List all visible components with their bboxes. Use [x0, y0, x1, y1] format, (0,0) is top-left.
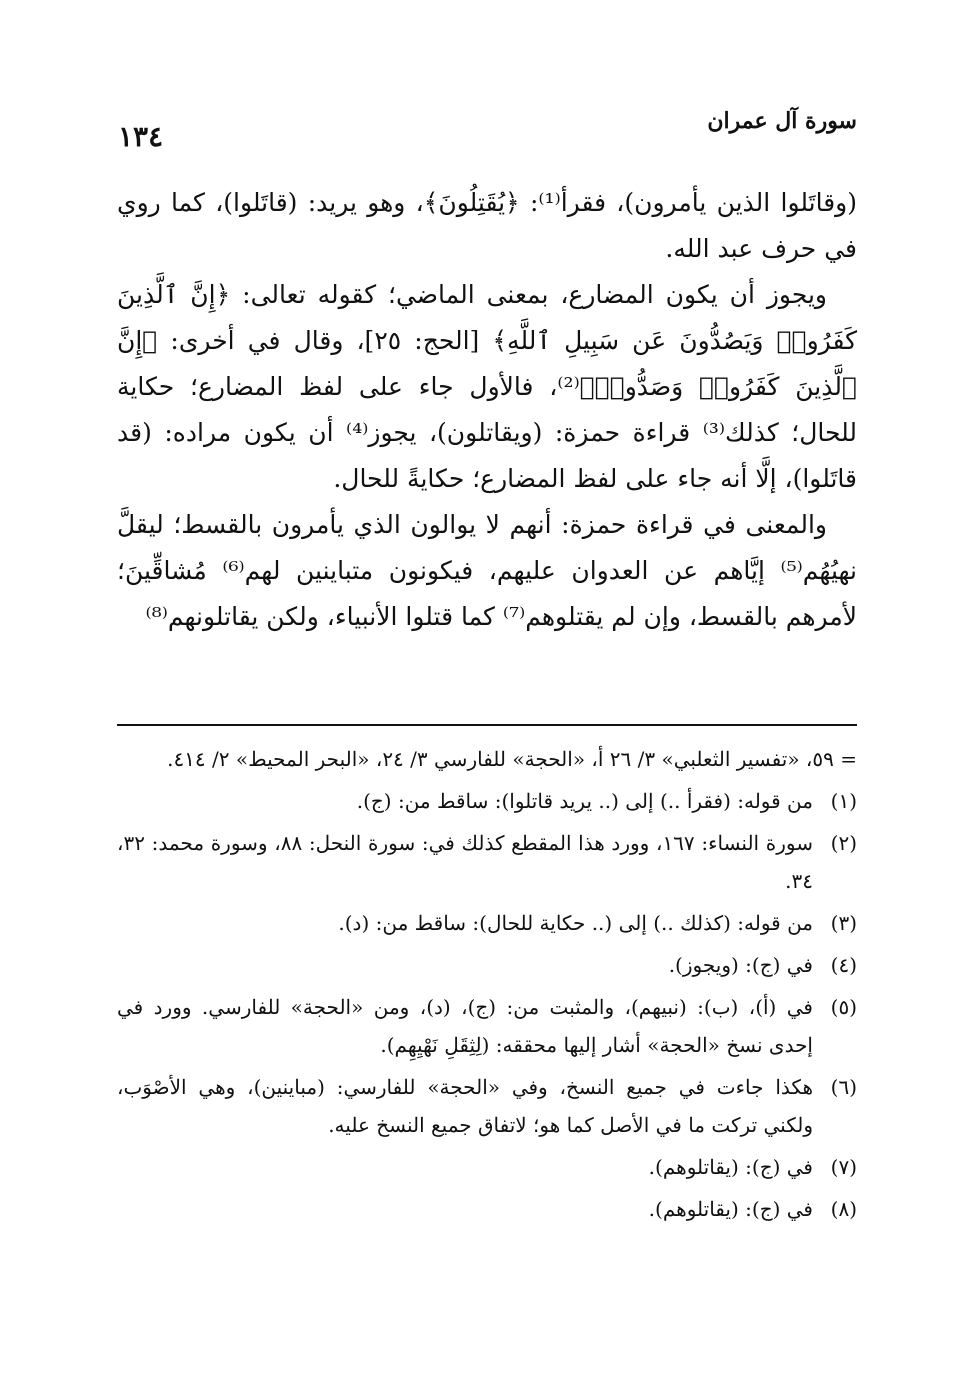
footnote-number: (٤) — [830, 953, 857, 977]
footnote-text: في (ج): (ويجوز). — [668, 953, 813, 977]
main-text — [117, 180, 857, 640]
footnote-text: من قوله: (كذلك ..) إلى (.. حكاية للحال): ساقط من: (د). — [338, 911, 813, 935]
footnote-text: في (ج): (يقاتلوهم). — [648, 1155, 813, 1179]
footnote-text: من قوله: (فقرأ ..) إلى (.. يريد قاتلوا): ساقط من: (ج). — [356, 789, 813, 813]
footnotes — [117, 740, 857, 1232]
paragraph: ويجوز أن يكون المضارع، بمعنى الماضي؛ كقوله تعالى: ﴿إِنَّ ٱلَّذِينَ كَفَرُوا۟ وَيَصُدُّونَ عَن سَبِيلِ ٱللَّهِ﴾ [الحج: ٢٥]، وقال في أخرى: ﴿إِنَّ ٱلَّذِينَ كَفَرُوا۟ وَصَدُّوا۟﴾⁽²⁾، فالأول جاء على لفظ المضارع؛ حكاية للحال؛ كذلك⁽³⁾ قراءة حمزة: (ويقاتلون)، يجوز⁽⁴⁾ أن يكون مراده: (قد قاتَلوا)، إلَّا أنه جاء على لفظ المضارع؛ حكايةً للحال. — [117, 280, 858, 493]
page-number: ١٣٤ — [118, 120, 164, 153]
footnote-item — [117, 904, 857, 942]
footnote-item — [117, 946, 857, 984]
footnote-number: (٣) — [830, 911, 857, 935]
footnote-item — [117, 1068, 857, 1144]
footnote-text: سورة النساء: ١٦٧، وورد هذا المقطع كذلك في: سورة النحل: ٨٨، وسورة محمد: ٣٢، ٣٤. — [117, 831, 813, 893]
footnote-divider — [117, 724, 857, 726]
footnote-number: (٨) — [830, 1197, 857, 1221]
footnote-item — [117, 988, 857, 1064]
footnote-continuation: = ٥٩، «تفسير الثعلبي» ٣/ ٢٦ أ، «الحجة» للفارسي ٣/ ٢٤، «البحر المحيط» ٢/ ٤١٤. — [167, 747, 857, 771]
footnote-item — [117, 824, 857, 900]
footnote-number: (٢) — [830, 831, 857, 855]
footnote-item — [117, 782, 857, 820]
footnote-text: في (أ)، (ب): (نبيهم)، والمثبت من: (ج)، (د)، ومن «الحجة» للفارسي. وورد في إحدى نسخ «الحجة» أشار إليها محققه: (لِثِقَلِ نَهْيِهِم). — [117, 995, 813, 1057]
footnote-number: (٦) — [830, 1075, 857, 1099]
footnote-number: (١) — [830, 789, 857, 813]
footnote-text: في (ج): (يقاتلوهم). — [648, 1197, 813, 1221]
paragraph: (وقاتَلوا الذين يأمرون)، فقرأ⁽¹⁾: ﴿يُقَتِلُونَ﴾، وهو يريد: (قاتَلوا)، كما روي في حرف عبد الله. — [117, 188, 857, 263]
surah-title: سورة آل عمران — [707, 108, 857, 134]
footnote-number: (٥) — [830, 995, 857, 1019]
footnote-text: هكذا جاءت في جميع النسخ، وفي «الحجة» للفارسي: (مباينين)، وهي الأصْوَب، ولكني تركت ما في الأصل كما هو؛ لاتفاق جميع النسخ عليه. — [117, 1075, 813, 1137]
paragraph: والمعنى في قراءة حمزة: أنهم لا يوالون الذي يأمرون بالقسط؛ ليقلَّ نهيُهُم⁽⁵⁾ إيَّاهم عن العدوان عليهم، فيكونون متباينين لهم⁽⁶⁾ مُشاقِّينَ؛ لأمرهم بالقسط، وإن لم يقتلوهم⁽⁷⁾ كما قتلوا الأنبياء، ولكن يقاتلونهم⁽⁸⁾ — [117, 510, 857, 631]
footnote-item — [117, 1190, 857, 1228]
footnote-number: (٧) — [830, 1155, 857, 1179]
footnote-item — [117, 1148, 857, 1186]
running-header — [118, 108, 857, 158]
